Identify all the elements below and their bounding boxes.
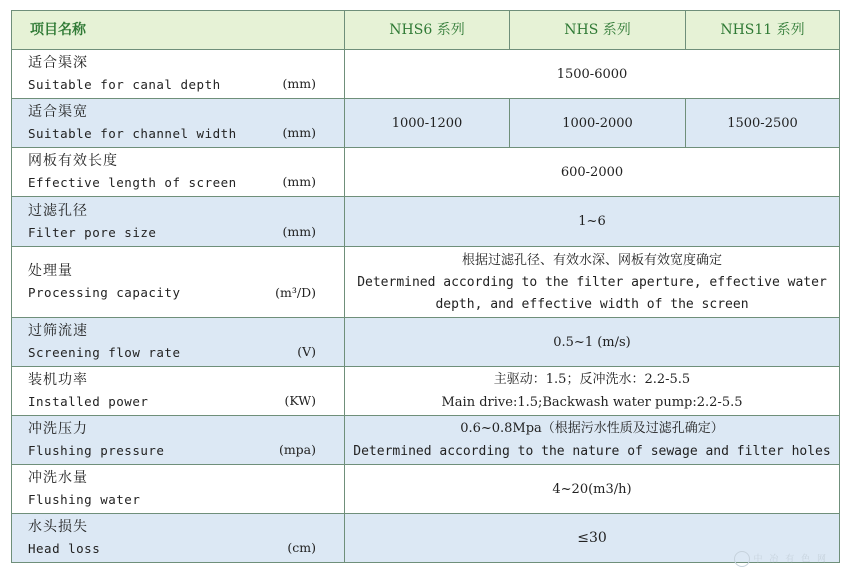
row-value: 600-2000: [345, 148, 840, 197]
row-label-en: Screening flow rate: [28, 345, 181, 360]
row-label-en: Installed power: [28, 394, 149, 409]
table-row: [12, 197, 840, 247]
row-label-en: Filter pore size: [28, 224, 157, 240]
row-label-zh: 水头损失: [28, 519, 88, 535]
table-row: [12, 465, 840, 514]
row-label-zh: 过筛流速: [28, 323, 88, 339]
row-label-zh: 网板有效长度: [28, 153, 118, 169]
row-unit: (mm): [282, 174, 316, 189]
watermark-seal-icon: [734, 551, 750, 567]
row-unit: (mm): [282, 224, 316, 239]
table-row: [12, 318, 840, 367]
row-label: [12, 514, 345, 563]
row-label-en: Processing capacity: [28, 285, 181, 300]
table-row: [12, 416, 840, 465]
row-label: [12, 197, 345, 247]
row-unit: (mm): [282, 125, 316, 140]
table-row: [12, 99, 840, 148]
row-unit: (mm): [282, 76, 316, 91]
watermark: [734, 551, 828, 567]
value-line-en: Determined according to the nature of sewage and filter holes: [353, 444, 831, 459]
row-unit: (m³/D): [275, 285, 316, 300]
row-value-nhs6: 1000-1200: [345, 99, 510, 148]
row-label: [12, 465, 345, 514]
value-line-en: Determined according to the filter aperture, effective water: [357, 274, 827, 290]
value-line-en: depth, and effective width of the screen: [435, 296, 749, 312]
value-line-zh: 0.6~0.8Mpa（根据污水性质及过滤孔确定）: [460, 421, 724, 436]
table-row: [12, 247, 840, 318]
row-value: ≤30: [345, 514, 840, 563]
table-row: [12, 367, 840, 416]
row-label: [12, 50, 345, 99]
spec-table: [11, 10, 840, 563]
row-label-en: Effective length of screen: [28, 175, 237, 190]
row-label-en: Suitable for canal depth: [28, 77, 221, 92]
row-label-zh: 过滤孔径: [28, 202, 88, 219]
row-value: [345, 247, 840, 318]
row-label-zh: 适合渠深: [28, 55, 88, 71]
row-value: 1500-6000: [345, 50, 840, 99]
row-unit: (V): [297, 344, 316, 359]
row-value: 1~6: [345, 197, 840, 247]
row-label-en: Head loss: [28, 541, 101, 556]
row-value: [345, 367, 840, 416]
table-header-row: [12, 11, 840, 50]
table-row: [12, 148, 840, 197]
row-label-zh: 冲洗水量: [28, 470, 88, 486]
value-line-zh: 根据过滤孔径、有效水深、网板有效宽度确定: [461, 252, 722, 268]
header-col-nhs: NHS 系列: [510, 11, 686, 50]
header-item-name: 项目名称: [12, 11, 345, 50]
row-unit: (cm): [287, 540, 316, 555]
row-label: [12, 99, 345, 148]
row-label-zh: 处理量: [28, 263, 73, 279]
row-label-zh: 装机功率: [28, 372, 88, 388]
row-value: [345, 416, 840, 465]
value-line-en: Main drive:1.5;Backwash water pump:2.2-5.5: [441, 395, 743, 410]
table-row: [12, 514, 840, 563]
watermark-text: 中 冶 有 色 网: [753, 554, 828, 565]
row-value: 4~20(m3/h): [345, 465, 840, 514]
row-label: [12, 148, 345, 197]
table-row: [12, 50, 840, 99]
header-col-nhs11: NHS11 系列: [686, 11, 840, 50]
row-value-nhs11: 1500-2500: [686, 99, 840, 148]
row-label: [12, 318, 345, 367]
row-unit: (mpa): [278, 442, 316, 457]
row-label: [12, 416, 345, 465]
row-label: [12, 367, 345, 416]
row-unit: (KW): [284, 393, 316, 408]
row-label-en: Flushing pressure: [28, 443, 165, 458]
row-label-en: Flushing water: [28, 492, 141, 507]
value-line-zh: 主驱动：1.5；反冲洗水：2.2-5.5: [493, 372, 691, 387]
row-value: 0.5~1 (m/s): [345, 318, 840, 367]
row-label-zh: 适合渠宽: [28, 104, 88, 120]
row-label-zh: 冲洗压力: [28, 421, 88, 437]
row-label-en: Suitable for channel width: [28, 126, 237, 141]
row-value-nhs: 1000-2000: [510, 99, 686, 148]
header-col-nhs6: NHS6 系列: [345, 11, 510, 50]
row-label: [12, 247, 345, 318]
